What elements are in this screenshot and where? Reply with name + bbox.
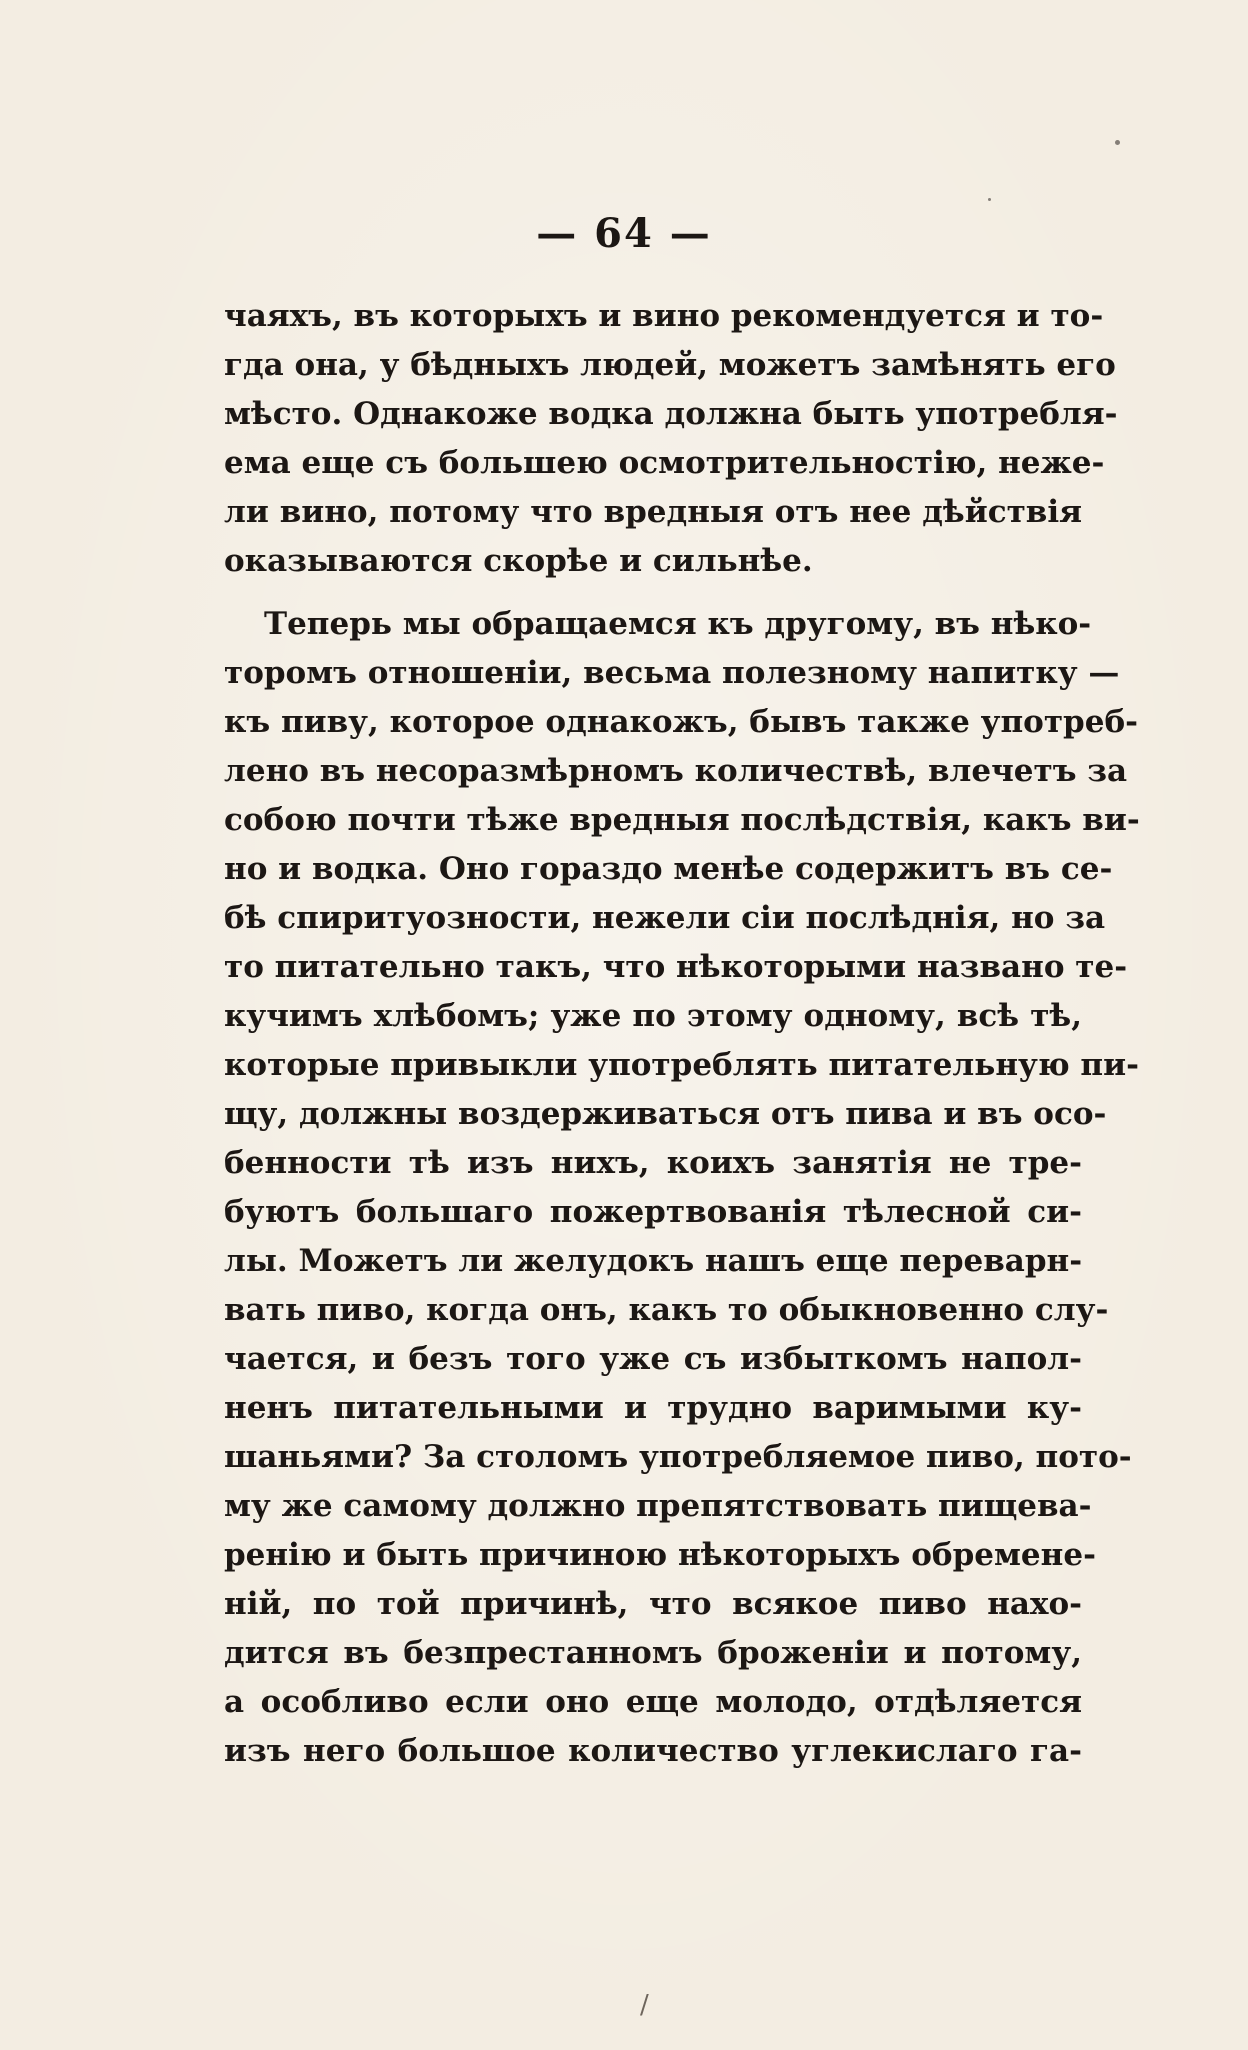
text-line: дится въ безпрестанномъ броженіи и потому, (224, 1635, 1082, 1671)
text-line: оказываются скорѣе и сильнѣе. (224, 543, 813, 579)
text-line: то питательно такъ, что нѣкоторыми названо те- (224, 949, 1128, 985)
text-line: гда она, у бѣдныхъ людей, можетъ замѣнять его (224, 347, 1116, 383)
text-line: къ пиву, которое однакожъ, бывъ также употреб- (224, 704, 1139, 740)
text-line: Теперь мы обращаемся къ другому, въ нѣко- (264, 606, 1092, 642)
text-line: кучимъ хлѣбомъ; уже по этому одному, всѣ тѣ, (224, 998, 1082, 1034)
text-line: шаньями? За столомъ употребляемое пиво, пото- (224, 1439, 1132, 1475)
text-line: изъ него большое количество углекислаго га- (224, 1733, 1082, 1769)
text-line: ли вино, потому что вредныя отъ нее дѣйствія (224, 494, 1082, 530)
page-number: — 64 — (536, 210, 712, 257)
text-line: но и водка. Оно гораздо менѣе содержитъ въ се- (224, 851, 1113, 887)
bottom-mark: / (640, 1990, 649, 2020)
paragraph-2 (224, 600, 1140, 1776)
text-line: бенности тѣ изъ нихъ, коихъ занятія не тре- (224, 1145, 1082, 1181)
text-line: мѣсто. Однакоже водка должна быть употребля- (224, 396, 1118, 432)
text-line: лено въ несоразмѣрномъ количествѣ, влечетъ за (224, 753, 1128, 789)
body-text (224, 292, 1140, 1776)
text-line: вать пиво, когда онъ, какъ то обыкновенно слу- (224, 1292, 1109, 1328)
paper-speck (988, 198, 991, 201)
text-line: которые привыкли употреблять питательную пи- (224, 1047, 1139, 1083)
text-line: щу, должны воздерживаться отъ пива и въ осо- (224, 1096, 1107, 1132)
text-line: буютъ большаго пожертвованія тѣлесной си- (224, 1194, 1082, 1230)
text-line: чается, и безъ того уже съ избыткомъ напол- (224, 1341, 1082, 1377)
paragraph-gap (224, 586, 1082, 600)
paragraph-1 (224, 292, 1118, 586)
text-line: му же самому должно препятствовать пищева- (224, 1488, 1092, 1524)
text-line: чаяхъ, въ которыхъ и вино рекомендуется и то- (224, 298, 1104, 334)
text-line: собою почти тѣже вредныя послѣдствія, какъ ви- (224, 802, 1140, 838)
text-line: ема еще съ большею осмотрительностію, неже- (224, 445, 1105, 481)
text-line: торомъ отношеніи, весьма полезному напитку — (224, 655, 1120, 691)
text-line: а особливо если оно еще молодо, отдѣляется (224, 1684, 1082, 1720)
text-line: ренію и быть причиною нѣкоторыхъ обремене- (224, 1537, 1096, 1573)
text-line: ній, по той причинѣ, что всякое пиво нахо- (224, 1586, 1082, 1622)
text-line: ненъ питательными и трудно варимыми ку- (224, 1390, 1082, 1426)
text-line: бѣ спиритуозности, нежели сіи послѣднія, но за (224, 900, 1106, 936)
paper-speck (1115, 140, 1120, 145)
text-line: лы. Можетъ ли желудокъ нашъ еще переварн- (224, 1243, 1083, 1279)
